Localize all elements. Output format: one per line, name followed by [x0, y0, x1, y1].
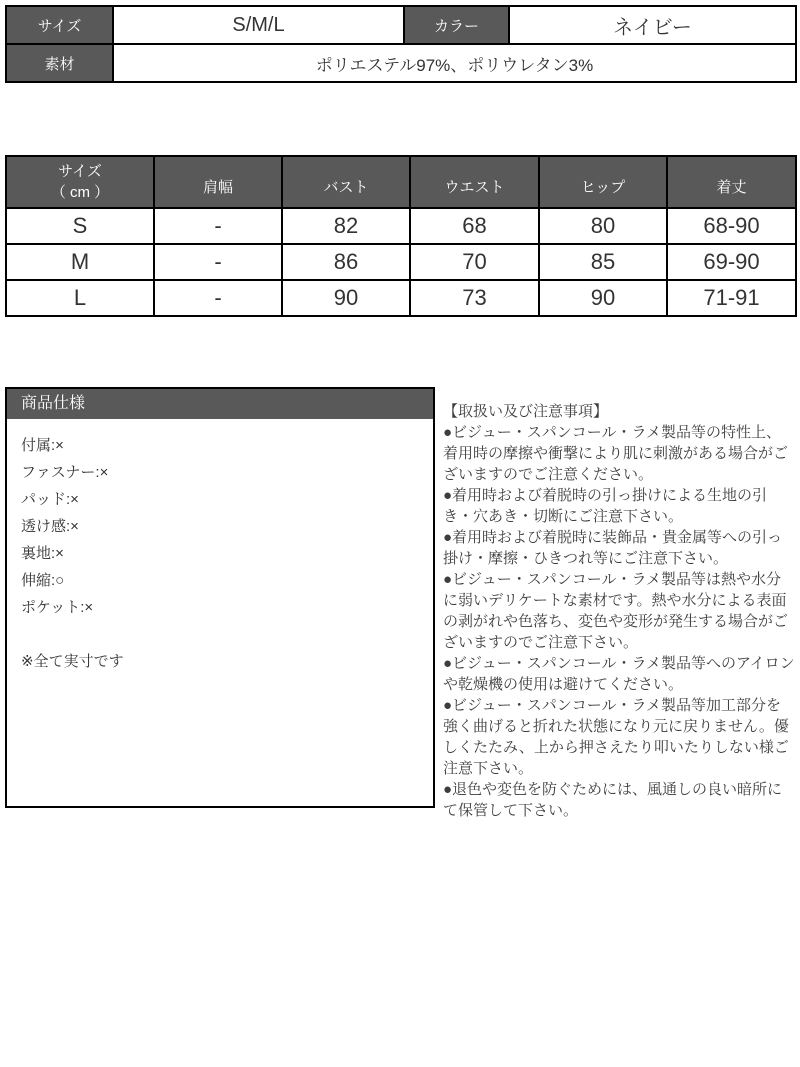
waist-cell: 70 [410, 244, 539, 280]
shoulder-cell: - [154, 208, 282, 244]
size-chart-col1-line1: サイズ [58, 163, 102, 180]
size-cell: L [6, 280, 154, 316]
hip-cell: 90 [539, 280, 667, 316]
size-chart-col1-line2: （ cm ） [50, 184, 110, 201]
shoulder-header: 肩幅 [154, 156, 282, 208]
color-value: ネイビー [509, 6, 796, 44]
hip-cell: 80 [539, 208, 667, 244]
care-notes-title: 【取扱い及び注意事項】 [443, 403, 609, 420]
spec-item-pad: パッド:× [21, 491, 79, 508]
spec-item-sheerness: 透け感:× [21, 518, 79, 535]
care-notes [443, 387, 795, 821]
bust-cell: 82 [282, 208, 410, 244]
spec-box [5, 387, 435, 808]
bottom-section [5, 387, 795, 821]
care-note-bullet: ●ビジュー・スパンコール・ラメ製品等は熱や水分に弱いデリケートな素材です。熱や水分による表面の剥がれや色落ち、変色や変形が発生する場合がございますのでご注意下さい。 [443, 571, 789, 651]
bust-cell: 90 [282, 280, 410, 316]
size-chart-col1-header [6, 156, 154, 208]
size-label: サイズ [6, 6, 113, 44]
care-note-bullet: ●退色や変色を防ぐためには、風通しの良い暗所にて保管して下さい。 [443, 781, 783, 819]
spec-items [7, 419, 433, 621]
spec-item-fastener: ファスナー:× [21, 464, 109, 481]
length-cell: 68-90 [667, 208, 796, 244]
size-value: S/M/L [113, 6, 404, 44]
shoulder-cell: - [154, 244, 282, 280]
size-cell: M [6, 244, 154, 280]
spec-item-pocket: ポケット:× [21, 599, 94, 616]
care-note-bullet: ●着用時および着脱時に装飾品・貴金属等への引っ掛け・摩擦・ひきつれ等にご注意下さい。 [443, 529, 783, 567]
size-cell: S [6, 208, 154, 244]
length-cell: 69-90 [667, 244, 796, 280]
size-row-l [6, 280, 796, 316]
spec-item-stretch: 伸縮:○ [21, 572, 65, 589]
size-row-s [6, 208, 796, 244]
shoulder-cell: - [154, 280, 282, 316]
spec-item-lining: 裏地:× [21, 545, 64, 562]
care-note-bullet: ●着用時および着脱時の引っ掛けによる生地の引き・穴あき・切断にご注意下さい。 [443, 487, 768, 525]
length-cell: 71-91 [667, 280, 796, 316]
care-note-bullet: ●ビジュー・スパンコール・ラメ製品等へのアイロンや乾燥機の使用は避けてください。 [443, 655, 795, 693]
spec-item-accessories: 付属:× [21, 437, 64, 454]
size-chart-table [5, 155, 797, 317]
care-note-bullet: ●ビジュー・スパンコール・ラメ製品等の特性上、着用時の摩擦や衝撃により肌に刺激がある場合がございますのでご注意ください。 [443, 424, 789, 483]
waist-header: ウエスト [410, 156, 539, 208]
material-value: ポリエステル97%、ポリウレタン3% [113, 44, 796, 82]
spec-box-title: 商品仕様 [7, 389, 433, 419]
waist-cell: 73 [410, 280, 539, 316]
bust-header: バスト [282, 156, 410, 208]
material-label: 素材 [6, 44, 113, 82]
waist-cell: 68 [410, 208, 539, 244]
care-note-bullet: ●ビジュー・スパンコール・ラメ製品等加工部分を強く曲げると折れた状態になり元に戻りません。優しくたたみ、上から押さえたり叩いたりしない様ご注意下さい。 [443, 697, 789, 777]
info-row-size-color [6, 6, 796, 44]
length-header: 着丈 [667, 156, 796, 208]
spec-measurement-note: ※全て実寸です [21, 653, 124, 670]
size-chart-header-row [6, 156, 796, 208]
color-label: カラー [404, 6, 509, 44]
product-info-table [5, 5, 797, 83]
bust-cell: 86 [282, 244, 410, 280]
hip-header: ヒップ [539, 156, 667, 208]
hip-cell: 85 [539, 244, 667, 280]
info-row-material [6, 44, 796, 82]
size-row-m [6, 244, 796, 280]
